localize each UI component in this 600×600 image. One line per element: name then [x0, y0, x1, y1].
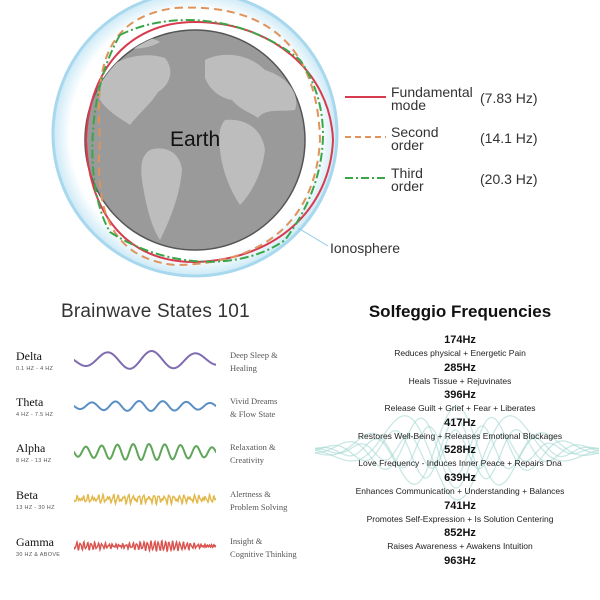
wave-path [74, 541, 216, 552]
legend-fundamental-label [391, 86, 473, 112]
wave-path [74, 444, 216, 460]
solfeggio-frequency: 639Hz [444, 472, 476, 484]
legend-third-label [391, 167, 424, 193]
brainwave-desc [230, 535, 320, 560]
brainwave-range: 13 HZ - 30 HZ [16, 505, 55, 511]
brainwave-desc-line2: Healing [230, 362, 257, 373]
earth-label: Earth [170, 128, 221, 151]
brainwave-title: Brainwave States 101 [61, 301, 250, 322]
solfeggio-description: Release Guilt + Grief + Fear + Liberates [384, 403, 536, 414]
brainwave-range: 4 HZ - 7.5 HZ [16, 412, 54, 418]
solfeggio-description: Reduces physical + Energetic Pain [394, 348, 526, 358]
brainwave-desc-line2: & Flow State [230, 408, 276, 419]
legend-fundamental-line1: Fundamental [391, 84, 473, 100]
legend-second-label [391, 126, 438, 152]
solfeggio-frequency: 174Hz [444, 334, 476, 346]
brainwave-desc-line1: Relaxation & [230, 442, 276, 452]
delta-wave [74, 347, 216, 373]
legend-third-line2: order [391, 178, 424, 194]
brainwave-name: Alpha [16, 441, 46, 455]
solfeggio-frequency: 417Hz [444, 416, 476, 429]
brainwave-desc-line2: Problem Solving [230, 501, 288, 512]
brainwave-desc-line2: Creativity [230, 454, 264, 465]
legend-third-freq: (20.3 Hz) [480, 171, 538, 187]
solfeggio-item [312, 417, 600, 444]
brainwave-row-alpha [0, 441, 310, 487]
legend-fundamental-line2: mode [391, 97, 427, 113]
legend-second-line2: order [391, 137, 424, 153]
brainwave-row-theta [0, 395, 310, 441]
solfeggio-frequency: 741Hz [444, 499, 476, 512]
brainwave-desc-line1: Insight & [230, 536, 263, 546]
wave-path [74, 494, 216, 504]
legend-third-line1: Third [391, 165, 423, 181]
theta-wave [74, 393, 216, 419]
legend-second-freq: (14.1 Hz) [480, 130, 538, 146]
wave-path [74, 401, 216, 411]
brainwave-desc [230, 395, 320, 420]
brainwave-desc [230, 488, 320, 513]
solfeggio-description: Restores Well-Being + Releases Emotional Blockages [357, 430, 563, 441]
legend-second-line1: Second [391, 124, 439, 140]
brainwave-desc-line1: Deep Sleep & [230, 350, 278, 360]
alpha-wave [74, 439, 216, 465]
gamma-wave [74, 533, 216, 559]
ionosphere-pointer [298, 228, 328, 246]
solfeggio-item [312, 500, 600, 527]
brainwave-range: 30 HZ & ABOVE [16, 552, 61, 558]
brainwave-desc-line1: Vivid Dreams [230, 396, 278, 406]
solfeggio-item [312, 444, 600, 471]
brainwave-desc-line1: Alertness & [230, 489, 271, 499]
brainwave-name: Theta [16, 395, 44, 409]
solfeggio-item [312, 555, 600, 569]
solfeggio-title: Solfeggio Frequencies [368, 302, 552, 321]
brainwave-row-delta [0, 349, 310, 395]
brainwave-range: 0.1 HZ - 4 HZ [16, 366, 54, 372]
solfeggio-item [312, 389, 600, 416]
legend-fundamental-freq: (7.83 Hz) [480, 90, 538, 106]
beta-wave [74, 486, 216, 512]
solfeggio-item [312, 527, 600, 554]
ionosphere-label: Ionosphere [330, 240, 401, 256]
solfeggio-item [312, 362, 600, 389]
brainwave-name: Gamma [16, 535, 54, 549]
brainwave-range: 8 HZ - 13 HZ [16, 458, 52, 464]
solfeggio-item [312, 472, 600, 499]
wave-path [74, 351, 216, 369]
brainwave-name: Delta [16, 349, 42, 363]
solfeggio-item [312, 334, 600, 361]
solfeggio-frequency: 528Hz [444, 444, 476, 457]
solfeggio-description: Love Frequency - Induces Inner Peace + Repairs Dna [358, 458, 562, 469]
solfeggio-frequency: 963Hz [444, 554, 476, 567]
brainwave-row-gamma [0, 535, 310, 581]
solfeggio-frequency: 396Hz [444, 389, 476, 402]
brainwave-name: Beta [16, 488, 38, 502]
brainwave-desc-line2: Cognitive Thinking [230, 548, 297, 559]
solfeggio-description: Heals Tissue + Rejuvinates [408, 375, 512, 386]
solfeggio-description: Promotes Self-Expression + Is Solution Centering [366, 513, 554, 524]
solfeggio-description: Enhances Communication + Understanding + Balances [355, 486, 565, 496]
brainwave-desc [230, 441, 320, 466]
brainwave-row-beta [0, 488, 310, 534]
brainwave-desc [230, 349, 320, 374]
solfeggio-frequency: 852Hz [444, 527, 476, 540]
solfeggio-frequency: 285Hz [444, 361, 476, 374]
solfeggio-description: Raises Awareness + Awakens Intuition [387, 541, 533, 552]
